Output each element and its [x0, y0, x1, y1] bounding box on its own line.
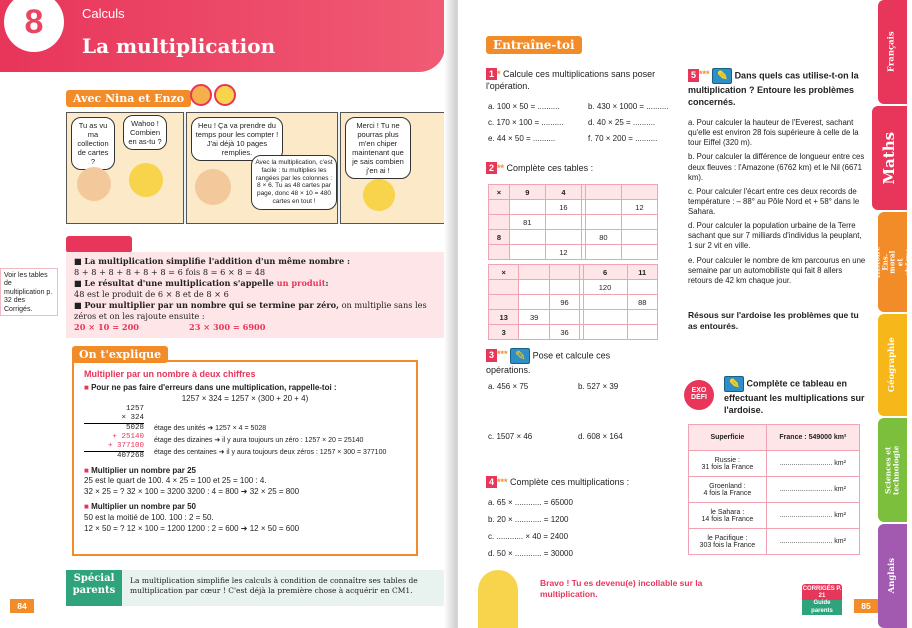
calc-line: 1257: [125, 404, 144, 413]
comic-panel-1: [66, 112, 184, 224]
table-cell: [689, 503, 767, 529]
multiplication-table-1: [488, 184, 658, 260]
table-cell[interactable]: [621, 245, 657, 260]
table-cell[interactable]: [621, 185, 657, 200]
lecon-example: 23 × 300 = 6900: [189, 322, 266, 333]
enzo-avatar-icon: [190, 84, 212, 106]
exercise-instruction: Complète ces multiplications :: [510, 477, 630, 487]
right-page: [458, 0, 878, 628]
lecon-line: on multiplie sans les zéros et on les rajoute ensuite :: [74, 300, 427, 322]
table-cell: [689, 451, 767, 477]
table-cell[interactable]: [489, 245, 510, 260]
exercise-item[interactable]: d. 608 × 164: [578, 432, 623, 441]
exercise-instruction: Calcule ces multiplications sans poser l'opération.: [486, 69, 656, 92]
entraine-toi-tag: Entraîne-toi: [486, 36, 582, 54]
exercise-item[interactable]: c. ............ × 40 = 2400: [488, 532, 569, 541]
subject-tabs: [872, 0, 912, 628]
problem-item[interactable]: d. Pour calculer la population urbaine de la Terre sachant que sur 7 milliards d'individus la peuplant, 1 sur 2 vit en ville.: [688, 221, 862, 251]
child-illustration: [363, 179, 395, 211]
special-parents-box: [66, 570, 444, 606]
problem-item[interactable]: c. Pour calculer l'écart entre ces deux records de température : – 88° au Pôle Nord et + 58° dans le Sahara.: [688, 186, 860, 216]
table-cell[interactable]: [519, 280, 549, 295]
exercise-5-instruction: Résous sur l'ardoise les problèmes que tu as entourés.: [688, 310, 859, 332]
exercise-instruction: Dans quels cas utilise-t-on la multiplication ? Entoure les problèmes concernés.: [688, 70, 859, 108]
side-note: Voir les tables de multiplication p. 32 des Corrigés.: [0, 268, 58, 316]
region-name: Groenland :: [709, 482, 746, 490]
table-cell[interactable]: [627, 310, 657, 325]
exercise-3-heading: 3 *** ✎ Pose et calcule ces opérations.: [486, 348, 656, 376]
lecon-example: 20 × 10 = 200: [74, 322, 140, 333]
problem-item[interactable]: a. Pour calculer la hauteur de l'Everest, sachant qu'elle est environ 28 fois supérieure à celle de la tour Eiffel (320 m).: [688, 118, 859, 148]
page-title: La multiplication: [82, 34, 276, 58]
region-name: le Sahara :: [710, 508, 745, 516]
table-cell: ×: [489, 185, 510, 200]
exercise-6-heading: [724, 376, 868, 416]
long-multiplication: [84, 405, 144, 462]
lecon-line: 48 est le produit de 6 × 8 et de 8 × 6: [74, 289, 229, 300]
exercise-item[interactable]: d. 50 × ............ = 30000: [488, 549, 573, 558]
tab-histoire[interactable]: [872, 212, 912, 312]
table-cell[interactable]: [519, 325, 549, 340]
table-cell[interactable]: [585, 200, 621, 215]
table-cell[interactable]: [509, 230, 545, 245]
table-cell: 12: [545, 245, 581, 260]
bravo-message: Bravo ! Tu es devenu(e) incollable sur la multiplication.: [540, 578, 703, 600]
table-cell: 13: [489, 310, 519, 325]
calc-line: × 324: [84, 414, 144, 424]
exercise-instruction: Complète ces tables :: [506, 163, 594, 173]
table-cell[interactable]: [583, 295, 627, 310]
table-cell[interactable]: [545, 215, 581, 230]
table-header: France : 549000 km²: [766, 425, 859, 451]
exercise-item[interactable]: a. 65 × ............ = 65000: [488, 498, 573, 507]
tab-francais[interactable]: [878, 0, 907, 104]
calc-line: 5028: [125, 424, 144, 433]
table-cell: 120: [583, 280, 627, 295]
table-header: Superficie: [689, 425, 767, 451]
table-cell[interactable]: [489, 215, 510, 230]
section-heading: Multiplier par un nombre à deux chiffres: [84, 369, 256, 379]
table-cell[interactable]: [585, 185, 621, 200]
exercise-5-list: [688, 118, 868, 290]
colon: :: [325, 278, 329, 289]
table-cell[interactable]: [585, 245, 621, 260]
table-cell: 16: [545, 200, 581, 215]
table-cell: 8: [489, 230, 510, 245]
tab-sciences[interactable]: [878, 418, 907, 522]
comic-panel-2: [186, 112, 338, 224]
exercise-item[interactable]: f. 70 × 200 = ..........: [588, 134, 658, 143]
tab-label: Maths: [880, 131, 899, 185]
table-cell[interactable]: [627, 325, 657, 340]
exercise-instruction: Complète ce tableau en effectuant les multiplications sur l'ardoise.: [724, 378, 865, 416]
slate-icon: [724, 376, 744, 392]
comic-bubble: Heu ! Ça va prendre du temps pour les compter ! J'ai déjà 10 pages remplies.: [191, 117, 283, 161]
special-parents-label: Spécial parents: [66, 570, 122, 606]
chapter-header: [0, 0, 445, 72]
tab-label: Sciences et technologie: [883, 445, 901, 495]
table-cell: 3: [489, 325, 519, 340]
exercise-item[interactable]: c. 1507 × 46: [488, 432, 533, 441]
region-factor: 14 fois la France: [701, 515, 754, 523]
table-cell: 4: [545, 185, 581, 200]
answer-cell[interactable]: ........................... km²: [766, 451, 859, 477]
tab-anglais[interactable]: [878, 524, 907, 628]
exercise-item[interactable]: c. 170 × 100 = ..........: [488, 118, 564, 127]
exercise-1-heading: 1 * Calcule ces multiplications sans poser l'opération.: [486, 69, 656, 92]
exercise-item[interactable]: b. 527 × 39: [578, 382, 619, 391]
page-number-left: 84: [10, 599, 34, 613]
answer-cell[interactable]: ........................... km²: [766, 529, 859, 555]
comic-panel-3: [340, 112, 446, 224]
exercise-item[interactable]: b. 430 × 1000 = ..........: [588, 102, 669, 111]
explique-text: 50 est la moitié de 100. 100 : 2 = 50.: [84, 512, 214, 522]
lecon-line: 8 + 8 + 8 + 8 + 8 + 8 = 6 fois 8 = 6 × 8 = 48: [74, 267, 266, 278]
section-heading: Multiplier un nombre par 50: [91, 501, 196, 511]
table-cell[interactable]: [519, 295, 549, 310]
explique-step: étage des dizaines ➜ il y aura toujours un zéro : 1257 × 20 = 25140: [154, 436, 364, 444]
table-cell[interactable]: [509, 200, 545, 215]
explique-step: étage des unités ➜ 1257 × 4 = 5028: [154, 424, 267, 432]
exo-defi-badge: EXO DÉFI: [684, 380, 714, 410]
tab-label: Géographie: [886, 337, 897, 393]
table-cell: [689, 477, 767, 503]
table-cell[interactable]: [519, 265, 549, 280]
comic-bubble: Tu as vu ma collection de cartes ?: [71, 117, 115, 170]
corriges-badge[interactable]: [802, 584, 842, 614]
table-cell[interactable]: [621, 215, 657, 230]
child-pointing-illustration: [478, 570, 518, 628]
lecon-highlight: un produit: [276, 278, 326, 289]
explique-tag: On t'explique: [72, 346, 168, 363]
table-cell[interactable]: [549, 310, 579, 325]
exercise-instruction: Pose et calcule ces opérations.: [486, 350, 611, 375]
table-cell[interactable]: [627, 280, 657, 295]
exercise-item[interactable]: a. 100 × 50 = ..........: [488, 102, 560, 111]
exercise-item[interactable]: e. 44 × 50 = ..........: [488, 134, 556, 143]
exercise-item[interactable]: b. 20 × ............ = 1200: [488, 515, 569, 524]
tab-label: Histoire Ens. moral et civique: [872, 246, 912, 278]
exercise-number: 1: [486, 68, 497, 80]
table-cell: 6: [583, 265, 627, 280]
child-illustration: [195, 169, 231, 205]
exercise-5-heading: 5 *** ✎ Dans quels cas utilise-t-on la multiplication ? Entoure les problèmes concernés.: [688, 68, 864, 108]
lecon-box: ■ La multiplication simplifie l'addition d'un même nombre : 8 + 8 + 8 + 8 + 8 + 8 = 6 fois 8 = 6 × 8 = 48 ■ Le résultat d'une multiplication s'appelle un produit: 48 est le produit de 6 × 8 et de 8 × 6 ■ Pour multiplier par un nombre qui se termine par zéro, on multiplie sans les zéros et on les rajoute ensuite : 20 × 10 = 200 23 × 300 = 6900: [66, 252, 446, 338]
answer-cell[interactable]: ........................... km²: [766, 503, 859, 529]
table-cell[interactable]: [545, 230, 581, 245]
table-cell[interactable]: [549, 265, 579, 280]
comic-bubble: Wahoo ! Combien en as-tu ?: [123, 115, 167, 150]
comic-bubble: Merci ! Tu ne pourras plus m'en chiper maintenant que je sais combien j'en ai !: [345, 117, 411, 179]
lecon-line: Pour multiplier par un nombre qui se termine par zéro,: [84, 300, 339, 311]
lecon-tag: La leçon: [66, 236, 132, 253]
table-cell: 80: [585, 230, 621, 245]
multiplication-table-2: [488, 264, 658, 340]
table-cell[interactable]: [583, 310, 627, 325]
table-cell: 81: [509, 215, 545, 230]
table-cell[interactable]: [583, 325, 627, 340]
table-cell[interactable]: [549, 280, 579, 295]
comic-strip: [66, 112, 446, 224]
comic-bubble: Avec la multiplication, c'est facile : tu multiplies les rangées par les colonnes : 8 × 6. Tu as 48 cartes par page, donc 48 × 10 = 480 cartes en tout !: [251, 155, 337, 210]
corriges-label: CORRIGÉS P. 21: [802, 586, 842, 600]
problem-item[interactable]: b. Pour calculer la différence de longueur entre ces deux fleuves : l'Amazone (6762 km) et le Nil (6671 km).: [688, 152, 865, 182]
explique-text: 25 est le quart de 100. 4 × 25 = 100 et 25 = 100 : 4.: [84, 476, 267, 486]
tab-maths[interactable]: [872, 106, 907, 210]
left-page: [0, 0, 452, 628]
calc-line: 407268: [116, 452, 144, 461]
guide-parents-label: Guide parents: [802, 600, 842, 614]
table-cell: 39: [519, 310, 549, 325]
nina-enzo-tag: Avec Nina et Enzo: [66, 90, 191, 107]
explique-step: étage des centaines ➜ il y aura toujours deux zéros : 1257 × 300 = 377100: [154, 448, 387, 456]
table-cell: 88: [627, 295, 657, 310]
table-cell[interactable]: [621, 230, 657, 245]
explique-box: Multiplier par un nombre à deux chiffres ■ Pour ne pas faire d'erreurs dans une multiplication, rappelle-toi : 1257 × 324 = 1257 × (300 + 20 + 4) 1257 × 324 5028 + 25140 + 377100 407268 étage des unités ➜ 1257 × 4 = 5028 étage des dizaines ➜ il y aura toujours un zéro : 1257 × 20 = 25140 étage des centaines ➜ il y aura toujours deux zéros : 1257 × 300 = 377100 ■ Multiplier un nombre par 25 25 est le quart de 100. 4 × 25 = 100 et 25 = 100 : 4. 32 × 25 = ? 32 × 100 = 3200 3200 : 4 = 800 ➜ 32 × 25 = 800 ■ Multiplier un nombre par 50 50 est la moitié de 100. 100 : 2 = 50. 12 × 50 = ? 12 × 100 = 1200 1200 : 2 = 600 ➜ 12 × 50 = 600: [72, 360, 418, 556]
slate-icon: [510, 348, 530, 364]
chapter-number: 8: [4, 0, 64, 52]
table-cell[interactable]: [585, 215, 621, 230]
lecon-line: Le résultat d'une multiplication s'appelle: [84, 278, 277, 289]
region-name: le Pacifique :: [707, 534, 748, 542]
section-heading: Multiplier un nombre par 25: [91, 465, 196, 475]
region-name: Russie :: [714, 456, 741, 464]
table-cell: 12: [621, 200, 657, 215]
problem-item[interactable]: e. Pour calculer le nombre de km parcourus en une semaine par un automobiliste qui fait 8 allers retours de 42 km chaque jour.: [688, 255, 866, 285]
exercise-2-heading: 2 ** Complète ces tables :: [486, 162, 593, 174]
page-number-right: 85: [854, 599, 878, 613]
region-factor: 31 fois la France: [701, 463, 754, 471]
tab-label: Anglais: [886, 558, 897, 594]
tab-label: Français: [886, 31, 897, 73]
nina-avatar-icon: [214, 84, 236, 106]
table-cell[interactable]: [489, 295, 519, 310]
child-illustration: [77, 167, 111, 201]
region-factor: 4 fois la France: [703, 489, 752, 497]
table-cell[interactable]: [489, 200, 510, 215]
table-cell[interactable]: [489, 280, 519, 295]
region-factor: 303 fois la France: [699, 541, 756, 549]
explique-text: 1257 × 324 = 1257 × (300 + 20 + 4): [181, 393, 309, 403]
calc-line: + 25140: [112, 433, 144, 442]
exercise-item[interactable]: a. 456 × 75: [488, 382, 529, 391]
child-illustration: [129, 163, 163, 197]
slate-icon: [712, 68, 732, 84]
explique-text: Pour ne pas faire d'erreurs dans une multiplication, rappelle-toi :: [91, 383, 337, 393]
exercise-4-heading: 4 *** Complète ces multiplications :: [486, 476, 629, 488]
calc-line: + 377100: [84, 442, 144, 452]
subject-label: Calculs: [82, 6, 125, 21]
superficie-table: [688, 424, 860, 555]
special-parents-text: La multiplication simplifie les calculs à condition de connaître ses tables de multiplication par cœur ! C'est déjà la première chose à acquérir en CM1.: [130, 576, 418, 596]
explique-text: 32 × 25 = ? 32 × 100 = 3200 3200 : 4 = 800 ➜ 32 × 25 = 800: [84, 487, 300, 497]
answer-cell[interactable]: ........................... km²: [766, 477, 859, 503]
table-cell: [689, 529, 767, 555]
table-cell: 11: [627, 265, 657, 280]
table-cell: 96: [549, 295, 579, 310]
explique-text: 12 × 50 = ? 12 × 100 = 1200 1200 : 2 = 600 ➜ 12 × 50 = 600: [84, 523, 300, 533]
exercise-item[interactable]: d. 40 × 25 = ..........: [588, 118, 656, 127]
tab-geographie[interactable]: [878, 314, 907, 416]
table-cell[interactable]: [509, 245, 545, 260]
table-cell: 36: [549, 325, 579, 340]
table-cell: ×: [489, 265, 519, 280]
lecon-line: La multiplication simplifie l'addition d'un même nombre :: [84, 256, 351, 266]
table-cell: 9: [509, 185, 545, 200]
